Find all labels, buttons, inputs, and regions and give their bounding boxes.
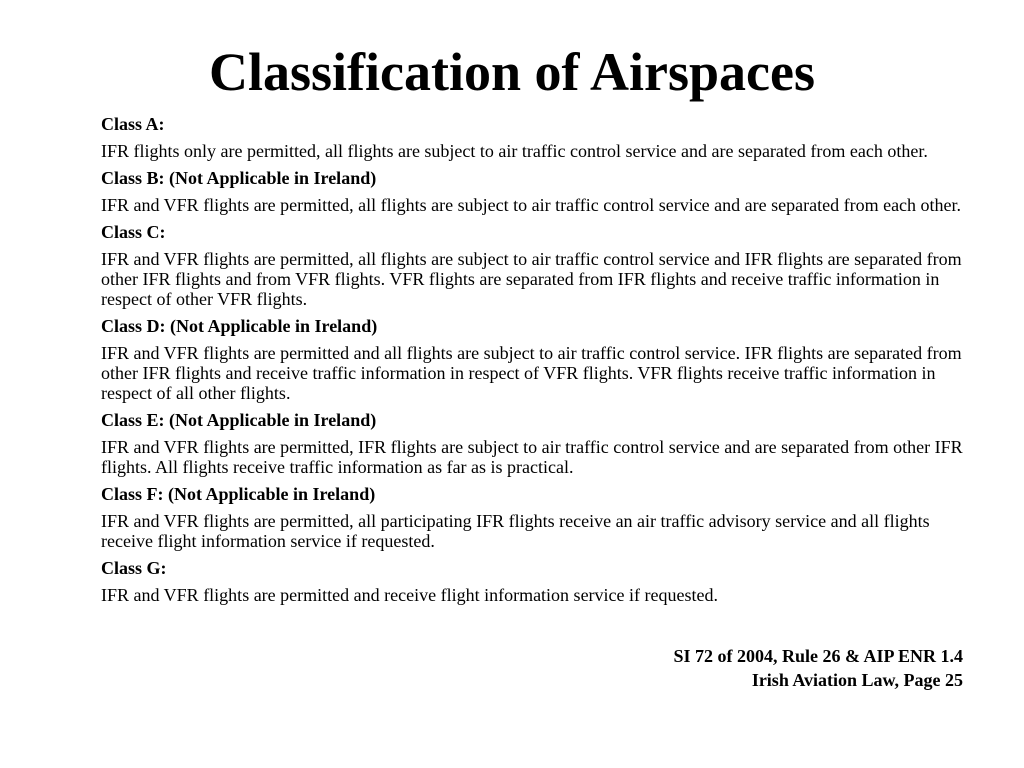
class-b-heading: Class B: (Not Applicable in Ireland) (101, 168, 377, 188)
class-a-heading: Class A: (101, 114, 165, 134)
citation-line-1: SI 72 of 2004, Rule 26 & AIP ENR 1.4 (673, 646, 963, 666)
class-d-description: IFR and VFR flights are permitted and all flights are subject to air traffic control service. IFR flights are separated from other IFR flights and receive traffic information in respect of VFR flights. VFR flights receive traffic information in respect of all other flights. (101, 343, 962, 403)
slide-title: Classification of Airspaces (209, 42, 815, 102)
class-d-heading: Class D: (Not Applicable in Ireland) (101, 316, 378, 336)
class-e-description: IFR and VFR flights are permitted, IFR flights are subject to air traffic control service and are separated from other IFR flights. All flights receive traffic information as far as is practical. (101, 437, 963, 477)
class-c-description: IFR and VFR flights are permitted, all flights are subject to air traffic control service and IFR flights are separated from other IFR flights and from VFR flights. VFR flights are separated from IFR flights and receive traffic information in respect of other VFR flights. (101, 249, 962, 309)
class-f-description: IFR and VFR flights are permitted, all participating IFR flights receive an air traffic advisory service and all flights receive flight information service if requested. (101, 511, 930, 551)
citation-line-2: Irish Aviation Law, Page 25 (751, 670, 963, 690)
airspace-class-list (101, 113, 963, 611)
source-citation (673, 644, 963, 692)
class-g-description: IFR and VFR flights are permitted and receive flight information service if requested. (101, 585, 718, 605)
class-a-description: IFR flights only are permitted, all flights are subject to air traffic control service and are separated from each other. (101, 141, 928, 161)
class-g-heading: Class G: (101, 558, 167, 578)
class-b-description: IFR and VFR flights are permitted, all flights are subject to air traffic control service and are separated from each other. (101, 195, 962, 215)
class-e-heading: Class E: (Not Applicable in Ireland) (101, 410, 377, 430)
class-c-heading: Class C: (101, 222, 166, 242)
class-f-heading: Class F: (Not Applicable in Ireland) (101, 484, 376, 504)
